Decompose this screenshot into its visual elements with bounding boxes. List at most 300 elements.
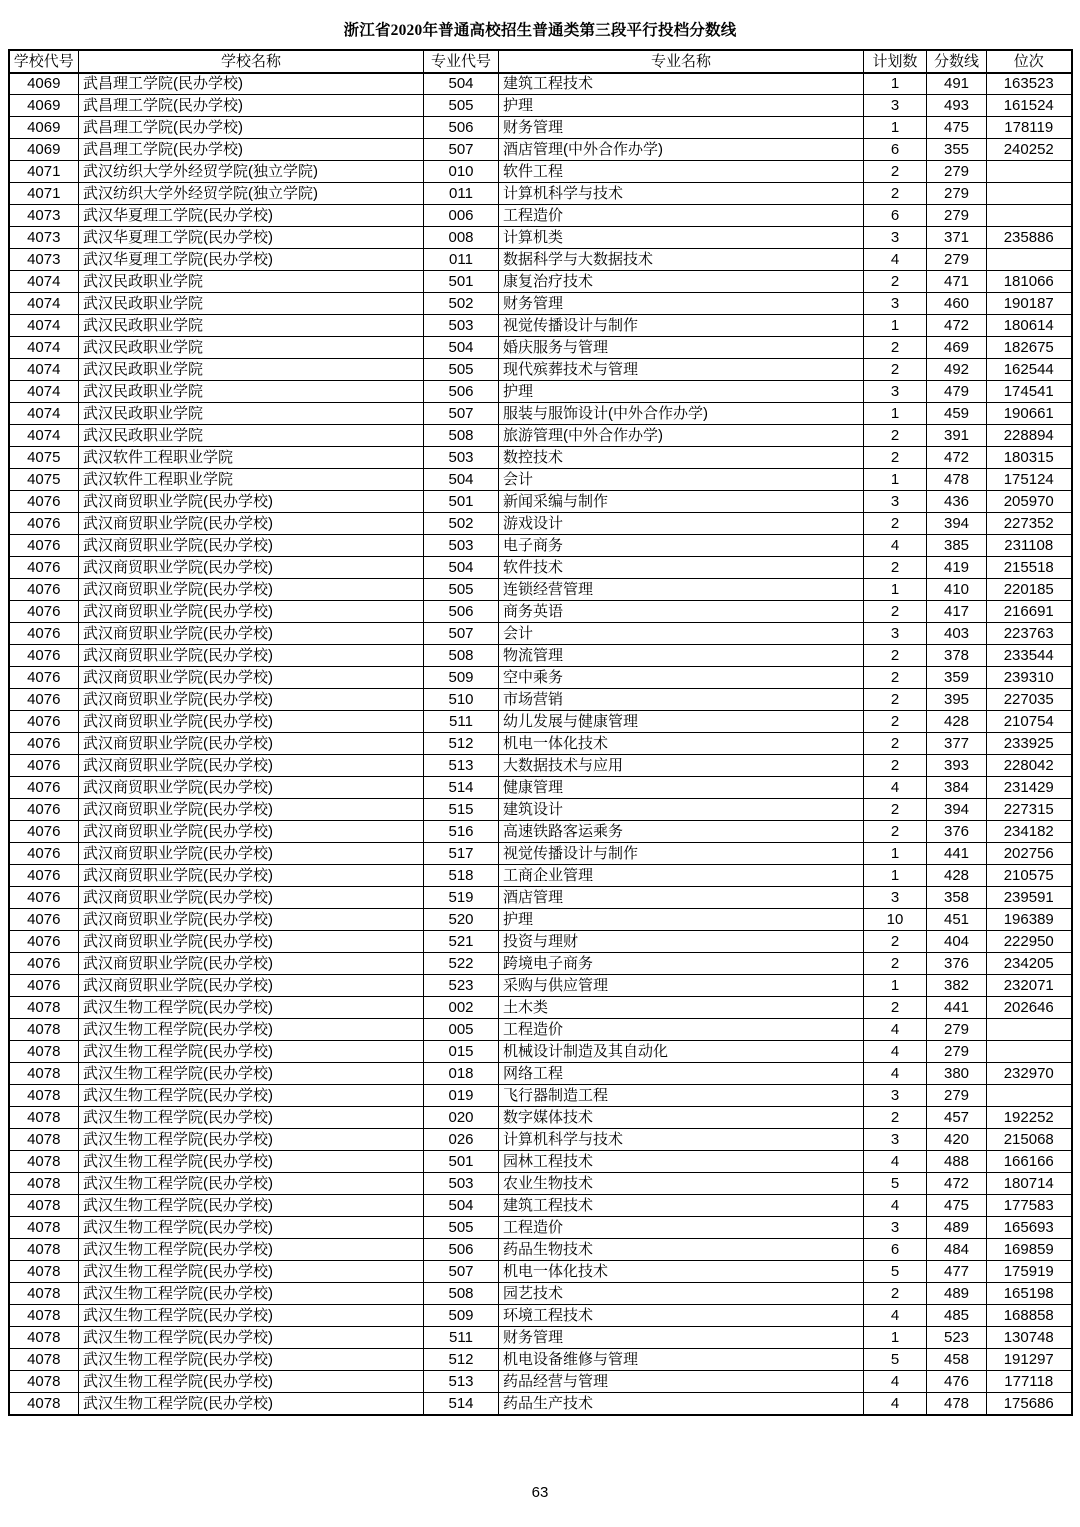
cell-school_name: 武汉商贸职业学院(民办学校)	[79, 953, 424, 975]
cell-school_code: 4078	[9, 1349, 79, 1371]
cell-plan_count: 3	[864, 1085, 927, 1107]
cell-major_code: 507	[424, 403, 499, 425]
table-row	[9, 975, 1072, 997]
cell-plan_count: 6	[864, 139, 927, 161]
table-row	[9, 271, 1072, 293]
cell-rank: 168858	[987, 1305, 1072, 1327]
table-row	[9, 1107, 1072, 1129]
cell-school_code: 4076	[9, 953, 79, 975]
cell-school_name: 武汉商贸职业学院(民办学校)	[79, 623, 424, 645]
cell-score_line: 441	[927, 997, 987, 1019]
cell-school_code: 4076	[9, 645, 79, 667]
cell-major_name: 游戏设计	[499, 513, 864, 535]
cell-plan_count: 2	[864, 997, 927, 1019]
cell-major_name: 机械设计制造及其自动化	[499, 1041, 864, 1063]
cell-school_name: 武汉民政职业学院	[79, 293, 424, 315]
cell-school_name: 武汉商贸职业学院(民办学校)	[79, 579, 424, 601]
table-row	[9, 227, 1072, 249]
table-row	[9, 821, 1072, 843]
cell-rank: 161524	[987, 95, 1072, 117]
cell-plan_count: 5	[864, 1173, 927, 1195]
cell-school_code: 4073	[9, 249, 79, 271]
table-row	[9, 513, 1072, 535]
cell-rank: 231429	[987, 777, 1072, 799]
cell-school_name: 武汉生物工程学院(民办学校)	[79, 1371, 424, 1393]
cell-school_name: 武汉商贸职业学院(民办学校)	[79, 865, 424, 887]
cell-major_code: 508	[424, 645, 499, 667]
cell-score_line: 478	[927, 1393, 987, 1415]
cell-plan_count: 2	[864, 821, 927, 843]
cell-major_code: 514	[424, 1393, 499, 1415]
cell-rank: 239591	[987, 887, 1072, 909]
cell-school_name: 武汉软件工程职业学院	[79, 469, 424, 491]
table-row	[9, 183, 1072, 205]
cell-school_name: 武汉商贸职业学院(民办学校)	[79, 645, 424, 667]
cell-school_code: 4073	[9, 227, 79, 249]
table-row	[9, 1283, 1072, 1305]
cell-school_code: 4078	[9, 1195, 79, 1217]
cell-school_code: 4078	[9, 1261, 79, 1283]
cell-plan_count: 5	[864, 1261, 927, 1283]
cell-rank	[987, 1019, 1072, 1041]
page-number: 63	[531, 1484, 549, 1501]
cell-plan_count: 4	[864, 1151, 927, 1173]
cell-major_name: 会计	[499, 623, 864, 645]
cell-plan_count: 4	[864, 1195, 927, 1217]
cell-school_code: 4078	[9, 1393, 79, 1415]
cell-school_code: 4074	[9, 337, 79, 359]
cell-major_name: 市场营销	[499, 689, 864, 711]
table-row	[9, 1085, 1072, 1107]
cell-major_name: 护理	[499, 909, 864, 931]
cell-score_line: 376	[927, 821, 987, 843]
cell-major_code: 503	[424, 315, 499, 337]
table-row	[9, 623, 1072, 645]
cell-school_name: 武汉生物工程学院(民办学校)	[79, 1129, 424, 1151]
cell-school_code: 4078	[9, 1151, 79, 1173]
cell-school_code: 4074	[9, 403, 79, 425]
cell-school_code: 4076	[9, 667, 79, 689]
admission-score-table	[8, 49, 1073, 1416]
cell-major_name: 环境工程技术	[499, 1305, 864, 1327]
cell-score_line: 279	[927, 161, 987, 183]
cell-score_line: 279	[927, 205, 987, 227]
table-row	[9, 579, 1072, 601]
cell-plan_count: 2	[864, 799, 927, 821]
cell-school_name: 武汉商贸职业学院(民办学校)	[79, 777, 424, 799]
cell-rank: 222950	[987, 931, 1072, 953]
cell-rank: 205970	[987, 491, 1072, 513]
cell-school_code: 4078	[9, 1129, 79, 1151]
cell-rank: 202646	[987, 997, 1072, 1019]
cell-score_line: 420	[927, 1129, 987, 1151]
cell-score_line: 403	[927, 623, 987, 645]
cell-plan_count: 1	[864, 403, 927, 425]
cell-rank	[987, 1085, 1072, 1107]
cell-plan_count: 2	[864, 161, 927, 183]
cell-major_code: 507	[424, 623, 499, 645]
cell-rank: 196389	[987, 909, 1072, 931]
cell-major_code: 505	[424, 579, 499, 601]
cell-score_line: 419	[927, 557, 987, 579]
cell-school_code: 4076	[9, 821, 79, 843]
cell-score_line: 376	[927, 953, 987, 975]
table-row	[9, 755, 1072, 777]
table-row	[9, 1151, 1072, 1173]
cell-school_name: 武汉生物工程学院(民办学校)	[79, 1393, 424, 1415]
cell-school_code: 4078	[9, 1217, 79, 1239]
cell-major_name: 幼儿发展与健康管理	[499, 711, 864, 733]
cell-major_name: 软件工程	[499, 161, 864, 183]
cell-plan_count: 4	[864, 777, 927, 799]
cell-plan_count: 2	[864, 359, 927, 381]
cell-school_code: 4076	[9, 865, 79, 887]
cell-score_line: 472	[927, 315, 987, 337]
cell-school_code: 4078	[9, 1239, 79, 1261]
table-row	[9, 315, 1072, 337]
cell-score_line: 488	[927, 1151, 987, 1173]
cell-major_name: 物流管理	[499, 645, 864, 667]
cell-plan_count: 1	[864, 315, 927, 337]
cell-score_line: 469	[927, 337, 987, 359]
cell-rank: 163523	[987, 73, 1072, 95]
cell-school_code: 4076	[9, 931, 79, 953]
cell-major_code: 521	[424, 931, 499, 953]
cell-score_line: 475	[927, 117, 987, 139]
cell-school_name: 武汉生物工程学院(民办学校)	[79, 1107, 424, 1129]
cell-plan_count: 2	[864, 667, 927, 689]
cell-score_line: 478	[927, 469, 987, 491]
table-row	[9, 117, 1072, 139]
cell-major_name: 农业生物技术	[499, 1173, 864, 1195]
cell-major_code: 503	[424, 1173, 499, 1195]
cell-major_name: 现代殡葬技术与管理	[499, 359, 864, 381]
cell-plan_count: 3	[864, 95, 927, 117]
cell-major_name: 数字媒体技术	[499, 1107, 864, 1129]
cell-plan_count: 1	[864, 975, 927, 997]
cell-major_name: 药品生物技术	[499, 1239, 864, 1261]
cell-school_code: 4074	[9, 315, 79, 337]
table-row	[9, 161, 1072, 183]
cell-major_name: 财务管理	[499, 1327, 864, 1349]
table-row	[9, 381, 1072, 403]
cell-score_line: 460	[927, 293, 987, 315]
cell-major_code: 008	[424, 227, 499, 249]
cell-plan_count: 3	[864, 381, 927, 403]
cell-plan_count: 1	[864, 469, 927, 491]
cell-school_code: 4069	[9, 73, 79, 95]
table-row	[9, 1349, 1072, 1371]
cell-major_code: 504	[424, 1195, 499, 1217]
cell-rank: 235886	[987, 227, 1072, 249]
cell-major_code: 518	[424, 865, 499, 887]
cell-plan_count: 4	[864, 535, 927, 557]
cell-score_line: 395	[927, 689, 987, 711]
cell-school_name: 武汉华夏理工学院(民办学校)	[79, 227, 424, 249]
cell-plan_count: 10	[864, 909, 927, 931]
cell-major_name: 机电一体化技术	[499, 733, 864, 755]
cell-rank: 175686	[987, 1393, 1072, 1415]
cell-plan_count: 1	[864, 865, 927, 887]
cell-plan_count: 6	[864, 1239, 927, 1261]
cell-school_code: 4076	[9, 689, 79, 711]
cell-major_name: 会计	[499, 469, 864, 491]
cell-major_name: 土木类	[499, 997, 864, 1019]
cell-school_name: 武汉生物工程学院(民办学校)	[79, 1283, 424, 1305]
table-row	[9, 1063, 1072, 1085]
table-header	[9, 50, 1072, 73]
cell-major_name: 数据科学与大数据技术	[499, 249, 864, 271]
cell-plan_count: 3	[864, 887, 927, 909]
cell-rank: 231108	[987, 535, 1072, 557]
cell-score_line: 394	[927, 799, 987, 821]
table-row	[9, 73, 1072, 95]
table-row	[9, 865, 1072, 887]
cell-score_line: 441	[927, 843, 987, 865]
cell-rank: 227035	[987, 689, 1072, 711]
cell-plan_count: 3	[864, 1129, 927, 1151]
cell-school_name: 武汉纺织大学外经贸学院(独立学院)	[79, 183, 424, 205]
cell-rank	[987, 161, 1072, 183]
table-row	[9, 601, 1072, 623]
cell-school_name: 武汉商贸职业学院(民办学校)	[79, 887, 424, 909]
cell-score_line: 380	[927, 1063, 987, 1085]
cell-plan_count: 4	[864, 1041, 927, 1063]
table-row	[9, 909, 1072, 931]
cell-score_line: 428	[927, 711, 987, 733]
cell-plan_count: 3	[864, 1217, 927, 1239]
cell-major_name: 空中乘务	[499, 667, 864, 689]
cell-school_name: 武汉民政职业学院	[79, 403, 424, 425]
cell-plan_count: 6	[864, 205, 927, 227]
table-row	[9, 535, 1072, 557]
cell-school_name: 武汉民政职业学院	[79, 337, 424, 359]
cell-school_name: 武昌理工学院(民办学校)	[79, 95, 424, 117]
cell-rank: 228894	[987, 425, 1072, 447]
table-row	[9, 733, 1072, 755]
cell-major_code: 509	[424, 1305, 499, 1327]
cell-school_code: 4078	[9, 1063, 79, 1085]
cell-score_line: 489	[927, 1217, 987, 1239]
cell-major_name: 服装与服饰设计(中外合作办学)	[499, 403, 864, 425]
cell-school_name: 武汉生物工程学院(民办学校)	[79, 997, 424, 1019]
cell-rank: 180315	[987, 447, 1072, 469]
cell-plan_count: 2	[864, 1283, 927, 1305]
cell-major_name: 建筑设计	[499, 799, 864, 821]
column-header-score-line: 分数线	[927, 50, 987, 73]
cell-rank: 234205	[987, 953, 1072, 975]
cell-major_name: 园艺技术	[499, 1283, 864, 1305]
table-row	[9, 1217, 1072, 1239]
cell-school_code: 4076	[9, 623, 79, 645]
cell-major_code: 501	[424, 1151, 499, 1173]
cell-rank: 192252	[987, 1107, 1072, 1129]
cell-school_code: 4076	[9, 799, 79, 821]
cell-school_name: 武汉民政职业学院	[79, 381, 424, 403]
table-row	[9, 1239, 1072, 1261]
cell-rank: 165198	[987, 1283, 1072, 1305]
cell-school_name: 武汉民政职业学院	[79, 359, 424, 381]
cell-major_name: 护理	[499, 95, 864, 117]
cell-school_code: 4076	[9, 557, 79, 579]
cell-score_line: 489	[927, 1283, 987, 1305]
cell-school_name: 武汉华夏理工学院(民办学校)	[79, 205, 424, 227]
cell-score_line: 476	[927, 1371, 987, 1393]
table-row	[9, 293, 1072, 315]
cell-score_line: 371	[927, 227, 987, 249]
cell-major_name: 旅游管理(中外合作办学)	[499, 425, 864, 447]
cell-major_code: 011	[424, 183, 499, 205]
cell-major_code: 026	[424, 1129, 499, 1151]
cell-school_code: 4073	[9, 205, 79, 227]
cell-major_name: 网络工程	[499, 1063, 864, 1085]
cell-major_name: 康复治疗技术	[499, 271, 864, 293]
cell-major_name: 电子商务	[499, 535, 864, 557]
column-header-school-name: 学校名称	[79, 50, 424, 73]
cell-school_code: 4074	[9, 293, 79, 315]
cell-plan_count: 2	[864, 271, 927, 293]
cell-plan_count: 4	[864, 1019, 927, 1041]
cell-major_code: 507	[424, 139, 499, 161]
table-row	[9, 1393, 1072, 1415]
cell-school_code: 4071	[9, 161, 79, 183]
cell-school_code: 4076	[9, 887, 79, 909]
cell-rank: 175124	[987, 469, 1072, 491]
cell-plan_count: 2	[864, 513, 927, 535]
cell-plan_count: 2	[864, 183, 927, 205]
cell-major_name: 建筑工程技术	[499, 73, 864, 95]
cell-plan_count: 2	[864, 1107, 927, 1129]
cell-major_code: 020	[424, 1107, 499, 1129]
cell-score_line: 394	[927, 513, 987, 535]
cell-major_name: 园林工程技术	[499, 1151, 864, 1173]
table-body	[9, 73, 1072, 1415]
cell-score_line: 382	[927, 975, 987, 997]
cell-major_name: 视觉传播设计与制作	[499, 843, 864, 865]
cell-rank: 165693	[987, 1217, 1072, 1239]
cell-score_line: 485	[927, 1305, 987, 1327]
cell-major_code: 502	[424, 293, 499, 315]
cell-major_name: 计算机科学与技术	[499, 1129, 864, 1151]
cell-major_code: 512	[424, 733, 499, 755]
table-row	[9, 1305, 1072, 1327]
table-row	[9, 887, 1072, 909]
cell-school_name: 武汉商贸职业学院(民办学校)	[79, 667, 424, 689]
cell-rank: 232970	[987, 1063, 1072, 1085]
cell-plan_count: 2	[864, 557, 927, 579]
cell-major_name: 机电一体化技术	[499, 1261, 864, 1283]
cell-major_code: 520	[424, 909, 499, 931]
table-row	[9, 425, 1072, 447]
cell-school_code: 4076	[9, 513, 79, 535]
table-row	[9, 337, 1072, 359]
cell-score_line: 436	[927, 491, 987, 513]
cell-school_name: 武汉华夏理工学院(民办学校)	[79, 249, 424, 271]
cell-major_code: 011	[424, 249, 499, 271]
cell-major_name: 酒店管理(中外合作办学)	[499, 139, 864, 161]
cell-rank	[987, 205, 1072, 227]
cell-rank: 239310	[987, 667, 1072, 689]
cell-major_name: 建筑工程技术	[499, 1195, 864, 1217]
cell-score_line: 479	[927, 381, 987, 403]
cell-rank: 233925	[987, 733, 1072, 755]
cell-plan_count: 2	[864, 337, 927, 359]
cell-plan_count: 1	[864, 1327, 927, 1349]
cell-school_name: 武汉商贸职业学院(民办学校)	[79, 755, 424, 777]
cell-score_line: 457	[927, 1107, 987, 1129]
cell-major_name: 连锁经营管理	[499, 579, 864, 601]
cell-major_code: 505	[424, 95, 499, 117]
cell-score_line: 279	[927, 1019, 987, 1041]
cell-school_name: 武汉生物工程学院(民办学校)	[79, 1305, 424, 1327]
cell-major_code: 501	[424, 271, 499, 293]
table-row	[9, 711, 1072, 733]
cell-rank: 175919	[987, 1261, 1072, 1283]
cell-plan_count: 2	[864, 733, 927, 755]
cell-score_line: 378	[927, 645, 987, 667]
cell-score_line: 477	[927, 1261, 987, 1283]
cell-plan_count: 3	[864, 623, 927, 645]
cell-score_line: 471	[927, 271, 987, 293]
table-row	[9, 997, 1072, 1019]
cell-school_code: 4078	[9, 1041, 79, 1063]
cell-school_name: 武汉商贸职业学院(民办学校)	[79, 689, 424, 711]
cell-major_name: 酒店管理	[499, 887, 864, 909]
cell-score_line: 385	[927, 535, 987, 557]
cell-rank: 234182	[987, 821, 1072, 843]
cell-rank: 180714	[987, 1173, 1072, 1195]
cell-school_code: 4078	[9, 1327, 79, 1349]
cell-school_name: 武汉商贸职业学院(民办学校)	[79, 909, 424, 931]
cell-school_name: 武汉民政职业学院	[79, 315, 424, 337]
cell-school_code: 4069	[9, 95, 79, 117]
cell-rank: 169859	[987, 1239, 1072, 1261]
cell-score_line: 417	[927, 601, 987, 623]
cell-school_name: 武汉生物工程学院(民办学校)	[79, 1151, 424, 1173]
cell-major_name: 软件技术	[499, 557, 864, 579]
cell-major_name: 飞行器制造工程	[499, 1085, 864, 1107]
table-row	[9, 1129, 1072, 1151]
cell-major_name: 大数据技术与应用	[499, 755, 864, 777]
cell-rank: 190187	[987, 293, 1072, 315]
cell-school_code: 4071	[9, 183, 79, 205]
cell-rank: 177118	[987, 1371, 1072, 1393]
cell-major_name: 护理	[499, 381, 864, 403]
cell-major_name: 计算机科学与技术	[499, 183, 864, 205]
cell-plan_count: 5	[864, 1349, 927, 1371]
cell-major_code: 515	[424, 799, 499, 821]
cell-school_code: 4078	[9, 1107, 79, 1129]
cell-major_code: 513	[424, 1371, 499, 1393]
cell-major_name: 工商企业管理	[499, 865, 864, 887]
column-header-major-code: 专业代号	[424, 50, 499, 73]
column-header-rank: 位次	[987, 50, 1072, 73]
cell-school_name: 武汉商贸职业学院(民办学校)	[79, 931, 424, 953]
cell-major_code: 006	[424, 205, 499, 227]
cell-rank: 166166	[987, 1151, 1072, 1173]
cell-major_code: 508	[424, 1283, 499, 1305]
table-row	[9, 777, 1072, 799]
table-row	[9, 1261, 1072, 1283]
cell-score_line: 359	[927, 667, 987, 689]
cell-major_code: 509	[424, 667, 499, 689]
cell-plan_count: 4	[864, 249, 927, 271]
cell-major_name: 健康管理	[499, 777, 864, 799]
cell-rank: 232071	[987, 975, 1072, 997]
cell-major_code: 505	[424, 359, 499, 381]
cell-rank: 181066	[987, 271, 1072, 293]
cell-school_name: 武汉商贸职业学院(民办学校)	[79, 557, 424, 579]
